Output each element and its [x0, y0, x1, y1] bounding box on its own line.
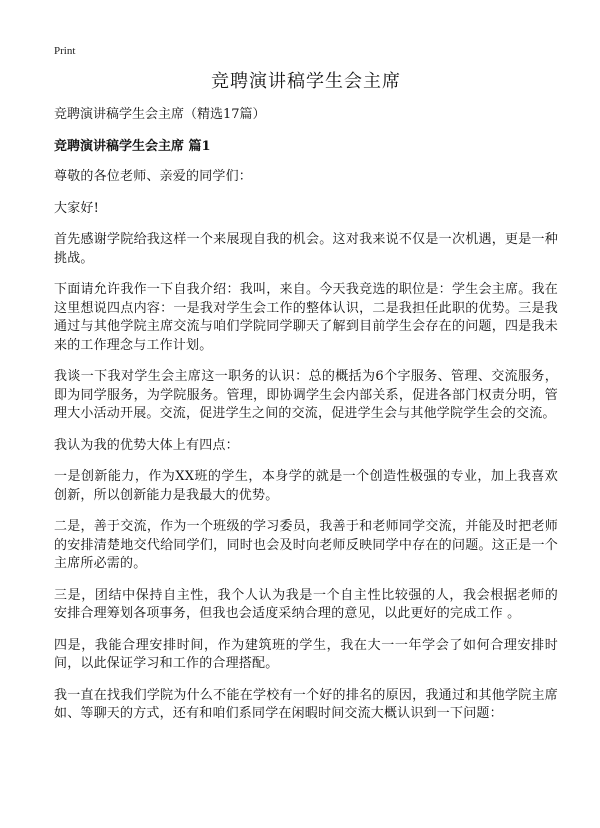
print-link[interactable]: Print	[54, 45, 76, 57]
document-title: 竞聘演讲稿学生会主席	[211, 71, 401, 92]
paragraph-thanks: 首先感谢学院给我这样一个来展现自我的机会。这对我来说不仅是一次机遇，更是一种挑战。	[54, 232, 558, 266]
paragraph-role-understanding: 我谈一下我对学生会主席这一职务的认识：总的概括为6个字服务、管理、交流服务，即为同学服务，为学院服务。管理，即协调学生会内部关系，促进各部门权责分明，管理大小活动开展。交流，促进学生之间的交流，促进学生会与其他学院学生会的交流。	[54, 369, 558, 421]
paragraph-advantage-2: 二是，善于交流，作为一个班级的学习委员，我善于和老师同学交流，并能及时把老师的安排清楚地交代给同学们，同时也会及时向老师反映同学中存在的问题。这正是一个主席所必需的。	[54, 519, 558, 571]
paragraph-greeting: 大家好!	[54, 200, 100, 216]
paragraph-problems-intro: 我一直在找我们学院为什么不能在学校有一个好的排名的原因，我通过和其他学院主席如、等聊天的方式，还有和咱们系同学在闲暇时间交流大概认识到一下问题：	[54, 687, 558, 721]
document-subtitle: 竞聘演讲稿学生会主席（精选17篇）	[54, 107, 266, 122]
paragraph-advantage-4: 四是，我能合理安排时间，作为建筑班的学生，我在大一一年学会了如何合理安排时间，以此保证学习和工作的合理搭配。	[54, 637, 558, 671]
paragraph-advantage-3: 三是，团结中保持自主性，我个人认为我是一个自主性比较强的人，我会根据老师的 安排合理筹划各项事务，但我也会适度采纳合理的意见，以此更好的完成工作 。	[54, 587, 558, 621]
paragraph-salutation: 尊敬的各位老师、亲爱的同学们：	[54, 169, 253, 184]
section-heading: 竞聘演讲稿学生会主席 篇1	[54, 139, 211, 154]
paragraph-advantage-1: 一是创新能力，作为XX班的学生，本身学的就是一个创造性极强的专业，加上我喜欢创新，所以创新能力是我最大的优势。	[54, 469, 558, 503]
paragraph-advantages-intro: 我认为我的优势大体上有四点：	[54, 437, 239, 453]
paragraph-introduction: 下面请允许我作一下自我介绍：我叫，来自。今天我竞选的职位是：学生会主席。我在这里想说四点内容：一是我对学生会工作的整体认识，二是我担任此职的优势。三是我通过与其他学院主席交流与咱们学院同学聊天了解到目前学生会存在的问题，四是我未来的工作理念与工作计划。	[54, 282, 558, 353]
